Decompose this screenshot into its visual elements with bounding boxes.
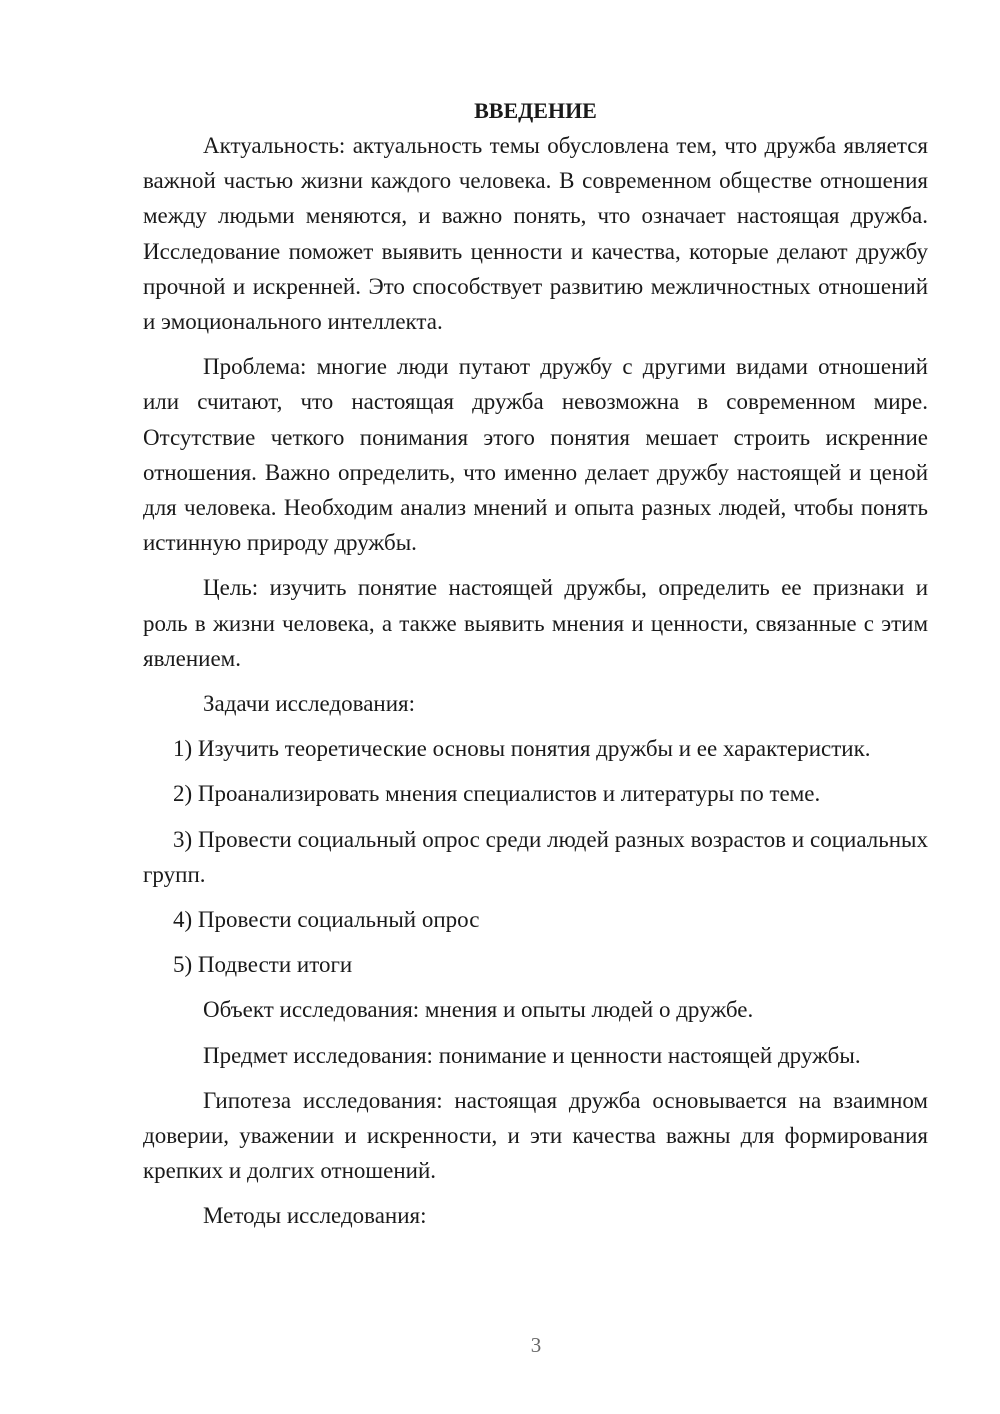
problem-paragraph: Проблема: многие люди путают дружбу с другими видами отношений или считают, что настоящая дружба невозможна в современном мире. Отсутствие четкого понимания этого понятия мешает строить искренние отношения. Важно определить, что именно делает дружбу настоящей и ценой для человека. Необходим анализ мнений и опыта разных людей, чтобы понять истинную природу дружбы. <box>143 354 928 556</box>
task-item: 1) Изучить теоретические основы понятия дружбы и ее характеристик. <box>173 736 871 762</box>
methods-heading: Методы исследования: <box>203 1203 427 1229</box>
task-item: 3) Провести социальный опрос среди людей разных возрастов и социальных групп. <box>143 826 928 887</box>
relevance-paragraph: Актуальность: актуальность темы обусловлена тем, что дружба является важной частью жизни каждого человека. В современном обществе отношения между людьми меняются, и важно понять, что означает настоящая дружба. Исследование поможет выявить ценности и качества, которые делают дружбу прочной и искренней. Это способствует развитию межличностных отношений и эмоционального интеллекта. <box>143 133 928 335</box>
task-item: 4) Провести социальный опрос <box>173 907 480 933</box>
hypothesis-paragraph: Гипотеза исследования: настоящая дружба основывается на взаимном доверии, уважении и искренности, и эти качества важны для формирования крепких и долгих отношений. <box>143 1087 928 1184</box>
page-number: 3 <box>530 1333 542 1357</box>
subject-paragraph: Предмет исследования: понимание и ценности настоящей дружбы. <box>203 1042 861 1068</box>
page-content <box>143 93 928 1244</box>
goal-paragraph: Цель: изучить понятие настоящей дружбы, определить ее признаки и роль в жизни человека, а также выявить мнения и ценности, связанные с этим явлением. <box>143 575 928 671</box>
object-paragraph: Объект исследования: мнения и опыты людей о дружбе. <box>203 997 754 1023</box>
task-item: 2) Проанализировать мнения специалистов и литературы по теме. <box>173 781 821 807</box>
section-title: ВВЕДЕНИЕ <box>474 98 597 123</box>
tasks-heading: Задачи исследования: <box>203 691 416 717</box>
task-item: 5) Подвести итоги <box>173 952 353 978</box>
